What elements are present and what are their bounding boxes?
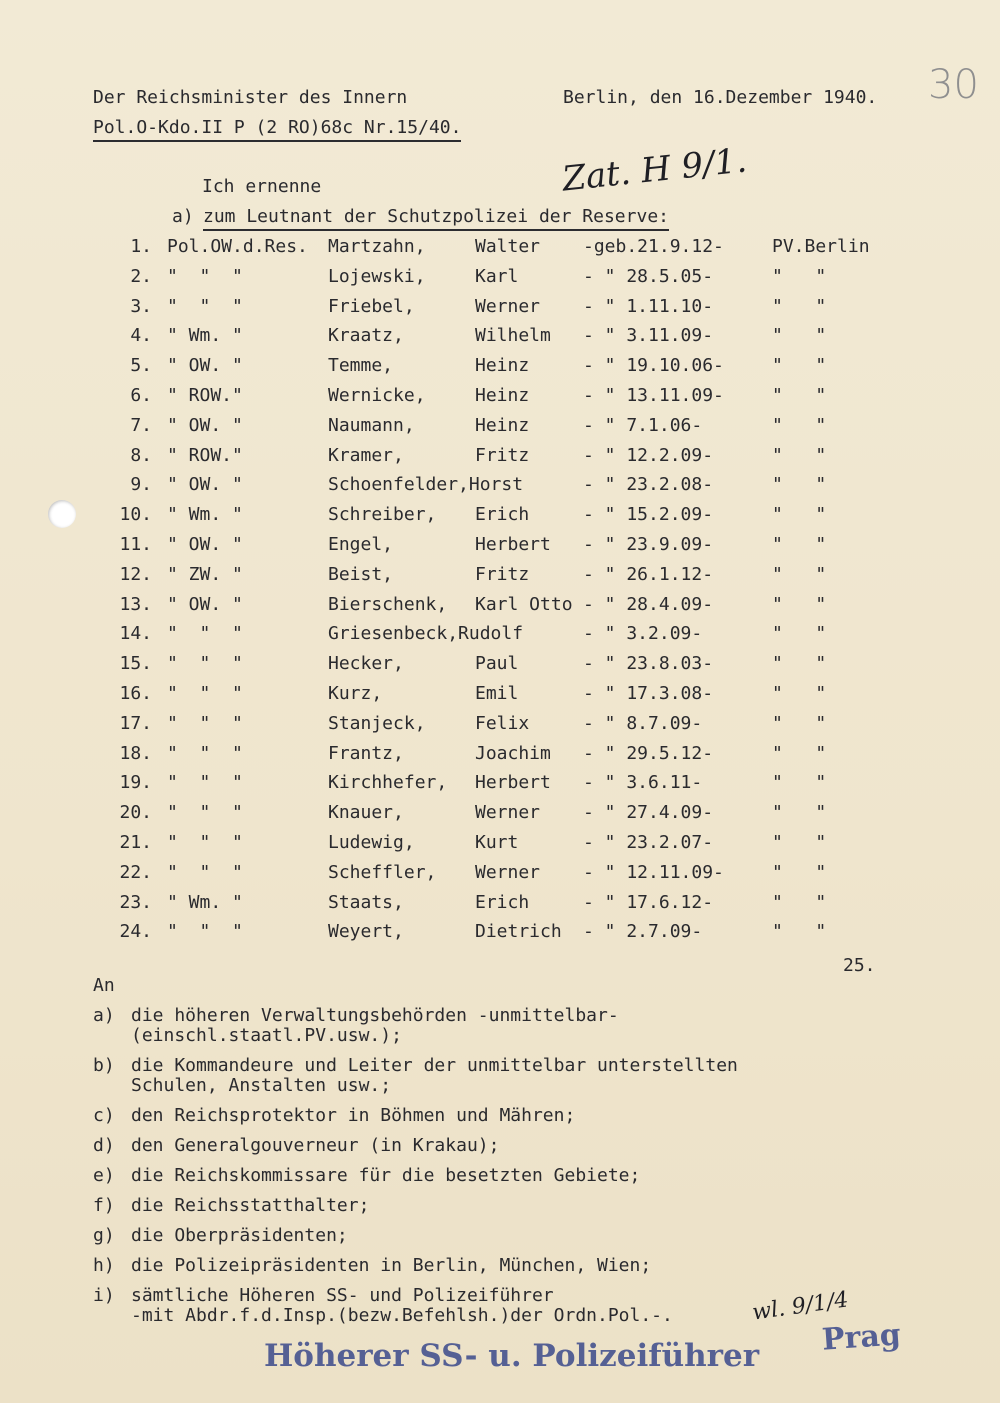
row-rank: " OW. " [167, 474, 243, 496]
row-unit: " " [772, 832, 827, 853]
table-row [0, 415, 1000, 437]
row-rank: Pol.OW.d.Res. [167, 236, 308, 257]
row-birth-date: - " 28.4.09- [583, 593, 714, 615]
row-birth-date: - " 3.11.09- [583, 325, 714, 347]
row-birth-date: - " 19.10.06- [583, 355, 724, 377]
row-birth-date: - " 12.2.09- [583, 444, 714, 466]
row-given-name: Wilhelm [475, 325, 551, 347]
row-unit: " " [772, 623, 827, 645]
row-rank: " " " [167, 295, 243, 317]
row-unit: " " [772, 742, 827, 764]
row-rank: " OW. " [167, 414, 243, 436]
recipient-marker: e) [93, 1165, 115, 1186]
row-birth-date: - " 13.11.09- [583, 385, 724, 406]
row-surname: Hecker, [328, 653, 404, 675]
row-number: 21. [119, 832, 152, 853]
section-a-heading: zum Leutnant der Schutzpolizei der Reserve: [203, 206, 669, 231]
row-rank: " ROW." [167, 444, 243, 466]
place-date: Berlin, den 16.Dezember 1940. [563, 87, 878, 108]
recipient-text: die Oberpräsidenten; [131, 1225, 348, 1246]
row-given-name: Heinz [475, 414, 530, 436]
row-given-name: Herbert [475, 772, 551, 794]
margin-note: wl. 9/1/4 [750, 1287, 850, 1326]
row-unit: " " [772, 534, 827, 555]
table-row [0, 474, 1000, 496]
row-birth-date: - " 7.1.06- [583, 414, 703, 436]
table-row [0, 266, 1000, 288]
recipient-marker: a) [93, 1005, 115, 1026]
recipient-text: (einschl.staatl.PV.usw.); [131, 1025, 402, 1046]
row-given-name: Heinz [475, 385, 530, 406]
row-rank: " ROW." [167, 385, 243, 406]
recipient-marker: i) [93, 1285, 115, 1306]
row-birth-date: - " 15.2.09- [583, 504, 714, 526]
recipient-text: die Polizeipräsidenten in Berlin, München, Wien; [131, 1255, 652, 1276]
stamp-office: Höherer SS- u. Polizeiführer [264, 1338, 760, 1374]
row-given-name: Felix [475, 712, 530, 734]
row-number: 20. [119, 802, 152, 824]
row-unit: " " [772, 802, 827, 824]
table-row [0, 504, 1000, 526]
recipient-text: die Reichsstatthalter; [131, 1195, 370, 1216]
row-given-name: Werner [475, 802, 541, 824]
stamp-city: Prag [820, 1317, 902, 1358]
table-row [0, 445, 1000, 467]
row-surname: Lojewski, [328, 265, 426, 287]
row-unit: " " [772, 921, 827, 943]
row-given-name: Walter [475, 236, 541, 257]
row-surname: Staats, [328, 891, 404, 913]
recipient-text: den Generalgouverneur (in Krakau); [131, 1135, 500, 1156]
recipient-marker: d) [93, 1135, 115, 1156]
recipient-text: die Kommandeure und Leiter der unmittelbar unterstellten [131, 1055, 738, 1076]
row-rank: " OW. " [167, 534, 243, 555]
row-given-name: Emil [475, 683, 519, 704]
row-rank: " Wm. " [167, 891, 243, 913]
row-surname: Kraatz, [328, 325, 404, 347]
row-number: 22. [119, 861, 152, 883]
row-number: 4. [130, 325, 152, 347]
table-row [0, 594, 1000, 616]
row-surname: Beist, [328, 563, 394, 585]
row-birth-date: - " 23.2.08- [583, 474, 714, 496]
recipient-text: Schulen, Anstalten usw.; [131, 1075, 392, 1096]
table-row [0, 296, 1000, 318]
row-number: 10. [119, 504, 152, 526]
section-a-marker: a) [172, 206, 194, 227]
row-given-name: Paul [475, 653, 519, 675]
row-number: 9. [130, 474, 152, 496]
row-surname: Naumann, [328, 414, 415, 436]
row-birth-date: - " 1.11.10- [583, 295, 714, 317]
row-surname: Schreiber, [328, 504, 437, 526]
row-birth-date: - " 23.9.09- [583, 534, 714, 555]
recipient-marker: b) [93, 1055, 115, 1076]
row-surname: Weyert, [328, 921, 404, 943]
recipient-marker: h) [93, 1255, 115, 1276]
row-number: 11. [119, 534, 152, 555]
table-row [0, 802, 1000, 824]
row-unit: PV.Berlin [772, 236, 870, 257]
row-rank: " " " [167, 712, 243, 734]
row-given-name: Werner [475, 295, 541, 317]
row-given-name: Karl Otto [475, 593, 573, 615]
row-rank: " " " [167, 623, 243, 645]
table-row [0, 772, 1000, 794]
continuation-number: 25. [843, 955, 876, 976]
recipient-text: sämtliche Höheren SS- und Polizeiführer [131, 1285, 554, 1306]
row-surname: Martzahn, [328, 236, 426, 257]
row-rank: " Wm. " [167, 325, 243, 347]
row-given-name: Heinz [475, 355, 530, 377]
row-rank: " " " [167, 921, 243, 943]
row-birth-date: - " 23.2.07- [583, 832, 714, 853]
row-unit: " " [772, 712, 827, 734]
row-surname: Griesenbeck,Rudolf [328, 623, 524, 645]
row-unit: " " [772, 474, 827, 496]
row-number: 23. [119, 891, 152, 913]
recipient-text: den Reichsprotektor in Böhmen und Mähren; [131, 1105, 576, 1126]
row-given-name: Fritz [475, 444, 530, 466]
row-rank: " " " [167, 832, 243, 853]
row-birth-date: - " 27.4.09- [583, 802, 714, 824]
row-number: 18. [119, 742, 152, 764]
row-unit: " " [772, 444, 827, 466]
row-rank: " OW. " [167, 593, 243, 615]
row-unit: " " [772, 325, 827, 347]
row-rank: " " " [167, 772, 243, 794]
row-birth-date: - " 17.3.08- [583, 683, 714, 704]
table-row [0, 385, 1000, 407]
row-given-name: Erich [475, 891, 530, 913]
row-birth-date: - " 3.2.09- [583, 623, 703, 645]
row-number: 14. [119, 623, 152, 645]
row-surname: Scheffler, [328, 861, 437, 883]
row-surname: Frantz, [328, 742, 404, 764]
row-birth-date: - " 3.6.11- [583, 772, 703, 794]
table-row [0, 683, 1000, 705]
recipients-heading: An [93, 975, 115, 996]
row-number: 12. [119, 563, 152, 585]
row-given-name: Karl [475, 265, 519, 287]
row-unit: " " [772, 385, 827, 406]
row-unit: " " [772, 861, 827, 883]
row-rank: " OW. " [167, 355, 243, 377]
table-row [0, 713, 1000, 735]
table-row [0, 921, 1000, 943]
recipient-text: die Reichskommissare für die besetzten Gebiete; [131, 1165, 641, 1186]
table-row [0, 236, 1000, 258]
row-surname: Engel, [328, 534, 394, 555]
row-surname: Wernicke, [328, 385, 426, 406]
recipient-text: die höheren Verwaltungsbehörden -unmittelbar- [131, 1005, 619, 1026]
row-surname: Kurz, [328, 683, 383, 704]
row-surname: Bierschenk, [328, 593, 448, 615]
row-number: 16. [119, 683, 152, 704]
page-number-pencil: 30 [928, 62, 979, 108]
row-birth-date: - " 23.8.03- [583, 653, 714, 675]
row-birth-date: - " 29.5.12- [583, 742, 714, 764]
row-unit: " " [772, 593, 827, 615]
row-number: 7. [130, 414, 152, 436]
row-given-name: Werner [475, 861, 541, 883]
row-surname: Stanjeck, [328, 712, 426, 734]
row-birth-date: - " 2.7.09- [583, 921, 703, 943]
row-number: 1. [130, 236, 152, 257]
row-unit: " " [772, 653, 827, 675]
row-surname: Schoenfelder,Horst [328, 474, 524, 496]
table-row [0, 355, 1000, 377]
row-rank: " " " [167, 683, 243, 704]
row-surname: Temme, [328, 355, 394, 377]
row-number: 15. [119, 653, 152, 675]
row-surname: Knauer, [328, 802, 404, 824]
row-rank: " Wm. " [167, 504, 243, 526]
reference-number: Pol.O-Kdo.II P (2 RO)68c Nr.15/40. [93, 117, 461, 142]
row-surname: Friebel, [328, 295, 415, 317]
row-number: 13. [119, 593, 152, 615]
row-rank: " " " [167, 861, 243, 883]
table-row [0, 892, 1000, 914]
row-unit: " " [772, 265, 827, 287]
row-surname: Kirchhefer, [328, 772, 448, 794]
row-birth-date: - " 26.1.12- [583, 563, 714, 585]
row-number: 2. [130, 265, 152, 287]
recipient-marker: g) [93, 1225, 115, 1246]
row-unit: " " [772, 414, 827, 436]
row-birth-date: - " 8.7.09- [583, 712, 703, 734]
intro-line: Ich ernenne [202, 176, 322, 197]
row-rank: " " " [167, 742, 243, 764]
table-row [0, 653, 1000, 675]
row-given-name: Dietrich [475, 921, 562, 943]
table-row [0, 623, 1000, 645]
recipient-marker: f) [93, 1195, 115, 1216]
issuer: Der Reichsminister des Innern [93, 87, 408, 108]
table-row [0, 832, 1000, 854]
row-birth-date: - " 12.11.09- [583, 861, 724, 883]
table-row [0, 862, 1000, 884]
row-birth-date: - " 17.6.12- [583, 891, 714, 913]
row-unit: " " [772, 504, 827, 526]
row-given-name: Fritz [475, 563, 530, 585]
handwritten-note: Zat. H 9/1. [560, 140, 749, 200]
row-unit: " " [772, 891, 827, 913]
row-birth-date: -geb.21.9.12- [583, 236, 724, 257]
row-unit: " " [772, 295, 827, 317]
row-given-name: Erich [475, 504, 530, 526]
recipient-text: -mit Abdr.f.d.Insp.(bezw.Befehlsh.)der Ordn.Pol.-. [131, 1305, 673, 1326]
row-number: 17. [119, 712, 152, 734]
row-number: 3. [130, 295, 152, 317]
row-number: 6. [130, 385, 152, 406]
row-number: 19. [119, 772, 152, 794]
row-given-name: Joachim [475, 742, 551, 764]
row-unit: " " [772, 683, 827, 704]
table-row [0, 325, 1000, 347]
table-row [0, 534, 1000, 556]
row-rank: " " " [167, 653, 243, 675]
row-rank: " ZW. " [167, 563, 243, 585]
row-given-name: Herbert [475, 534, 551, 555]
row-number: 5. [130, 355, 152, 377]
row-number: 8. [130, 444, 152, 466]
row-number: 24. [119, 921, 152, 943]
row-surname: Ludewig, [328, 832, 415, 853]
row-birth-date: - " 28.5.05- [583, 265, 714, 287]
table-row [0, 564, 1000, 586]
row-rank: " " " [167, 265, 243, 287]
row-unit: " " [772, 563, 827, 585]
row-rank: " " " [167, 802, 243, 824]
row-surname: Kramer, [328, 444, 404, 466]
row-given-name: Kurt [475, 832, 519, 853]
recipient-marker: c) [93, 1105, 115, 1126]
row-unit: " " [772, 772, 827, 794]
table-row [0, 743, 1000, 765]
row-unit: " " [772, 355, 827, 377]
